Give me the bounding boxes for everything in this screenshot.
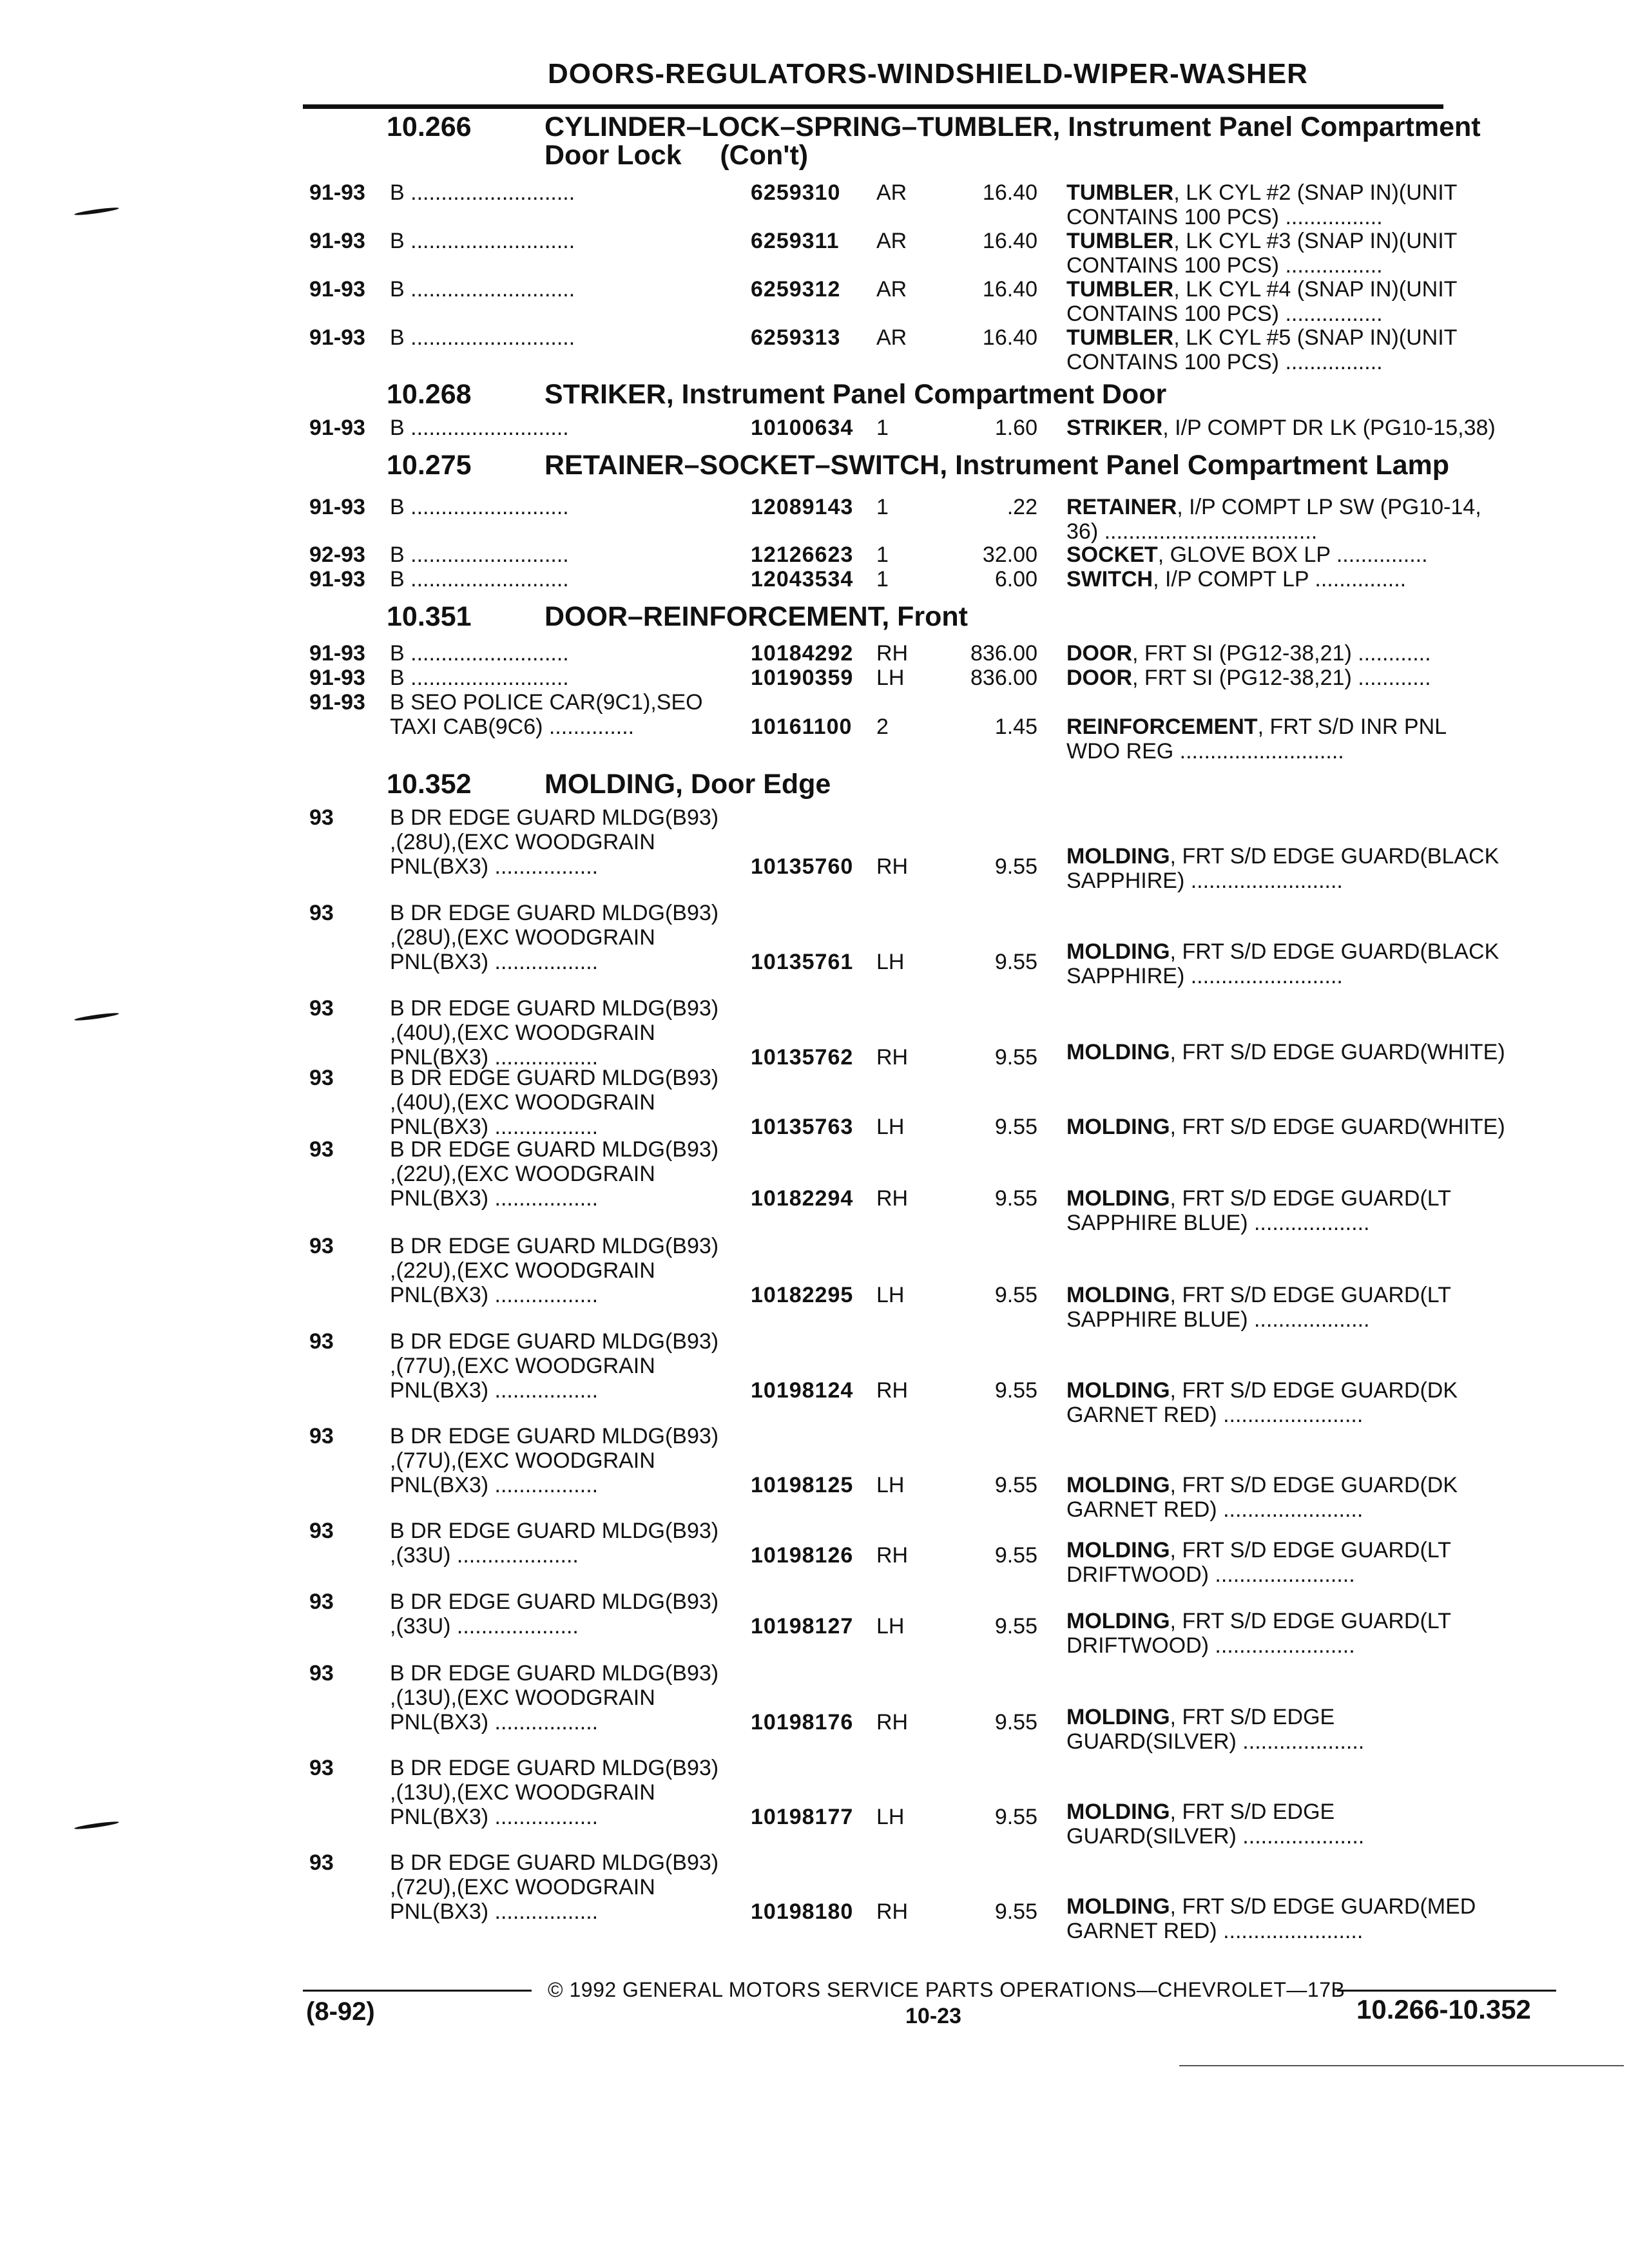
description: TUMBLER, LK CYL #4 (SNAP IN)(UNIT CONTAINS 100 PCS) ................ — [1066, 277, 1458, 326]
quantity: LH — [876, 1614, 905, 1639]
part-number: 12043534 — [751, 567, 854, 591]
footer-rule-right — [1337, 1990, 1556, 1992]
year-range: 91-93 — [309, 416, 365, 440]
year-range: 93 — [309, 1850, 334, 1875]
description: MOLDING, FRT S/D EDGE GUARD(DK GARNET RED) ....................... — [1066, 1473, 1458, 1522]
section-heading — [387, 113, 1481, 169]
price: 9.55 — [994, 854, 1037, 879]
description: RETAINER, I/P COMPT LP SW (PG10-14, 36) ................................... — [1066, 495, 1481, 544]
application: B DR EDGE GUARD MLDG(B93) ,(40U),(EXC WOODGRAIN PNL(BX3) ................. — [390, 996, 719, 1070]
description: MOLDING, FRT S/D EDGE GUARD(SILVER) .................... — [1066, 1800, 1365, 1849]
part-number: 10182295 — [751, 1283, 854, 1307]
quantity: LH — [876, 1115, 905, 1139]
price: 9.55 — [994, 1378, 1037, 1403]
description: MOLDING, FRT S/D EDGE GUARD(LT DRIFTWOOD) ....................... — [1066, 1538, 1451, 1587]
price: 9.55 — [994, 1283, 1037, 1307]
year-range: 93 — [309, 901, 334, 925]
quantity: RH — [876, 1186, 909, 1211]
part-number: 10182294 — [751, 1186, 854, 1211]
footer-date: (8-92) — [306, 1997, 375, 2026]
quantity: 1 — [876, 495, 889, 519]
footer-rule-left — [303, 1990, 532, 1992]
description: DOOR, FRT SI (PG12-38,21) ............ — [1066, 641, 1431, 666]
section-heading — [387, 770, 831, 798]
application: B DR EDGE GUARD MLDG(B93) ,(28U),(EXC WOODGRAIN PNL(BX3) ................. — [390, 901, 719, 974]
section-title: MOLDING, Door Edge — [545, 769, 831, 800]
part-number: 12126623 — [751, 543, 854, 567]
year-range: 93 — [309, 1234, 334, 1258]
description: MOLDING, FRT S/D EDGE GUARD(LT SAPPHIRE BLUE) ................... — [1066, 1186, 1451, 1235]
bottom-rule — [1179, 2065, 1624, 2066]
application: B ........................... — [390, 277, 575, 302]
year-range: 91-93 — [309, 666, 365, 690]
description: SWITCH, I/P COMPT LP ............... — [1066, 567, 1407, 591]
quantity: RH — [876, 1899, 909, 1924]
part-number: 10161100 — [751, 715, 853, 739]
description: TUMBLER, LK CYL #5 (SNAP IN)(UNIT CONTAINS 100 PCS) ................ — [1066, 325, 1458, 374]
year-range: 91-93 — [309, 495, 365, 519]
quantity: AR — [876, 277, 907, 302]
punch-mark — [74, 1820, 119, 1831]
year-range: 91-93 — [309, 641, 365, 666]
description: SOCKET, GLOVE BOX LP ............... — [1066, 543, 1428, 567]
description: MOLDING, FRT S/D EDGE GUARD(SILVER) .................... — [1066, 1705, 1365, 1754]
description: DOOR, FRT SI (PG12-38,21) ............ — [1066, 666, 1431, 690]
year-range: 91-93 — [309, 277, 365, 302]
price: 9.55 — [994, 1899, 1037, 1924]
year-range: 92-93 — [309, 543, 365, 567]
application: B DR EDGE GUARD MLDG(B93) ,(22U),(EXC WOODGRAIN PNL(BX3) ................. — [390, 1234, 719, 1307]
section-title: RETAINER–SOCKET–SWITCH, Instrument Panel Compartment Lamp — [545, 450, 1450, 481]
quantity: 2 — [876, 715, 889, 739]
description: MOLDING, FRT S/D EDGE GUARD(BLACK SAPPHIRE) ......................... — [1066, 939, 1499, 988]
quantity: LH — [876, 1473, 905, 1497]
quantity: LH — [876, 1283, 905, 1307]
year-range: 91-93 — [309, 325, 365, 350]
quantity: 1 — [876, 567, 889, 591]
year-range: 93 — [309, 996, 334, 1021]
part-number: 6259311 — [751, 229, 840, 253]
application: B .......................... — [390, 495, 569, 519]
application: B DR EDGE GUARD MLDG(B93) ,(40U),(EXC WOODGRAIN PNL(BX3) ................. — [390, 1066, 719, 1139]
quantity: RH — [876, 1710, 909, 1735]
part-number: 12089143 — [751, 495, 854, 519]
description: MOLDING, FRT S/D EDGE GUARD(LT SAPPHIRE BLUE) ................... — [1066, 1283, 1451, 1332]
punch-mark — [74, 206, 119, 216]
price: 16.40 — [982, 229, 1037, 253]
part-number: 10198180 — [751, 1899, 854, 1924]
price: 1.60 — [994, 416, 1037, 440]
part-number: 10135760 — [751, 854, 854, 879]
punch-mark — [74, 1012, 119, 1022]
application: B DR EDGE GUARD MLDG(B93) ,(33U) .................... — [390, 1590, 719, 1639]
section-number: 10.266 — [387, 111, 472, 142]
price: 9.55 — [994, 1115, 1037, 1139]
section-title: STRIKER, Instrument Panel Compartment Door — [545, 379, 1167, 410]
description: STRIKER, I/P COMPT DR LK (PG10-15,38) — [1066, 416, 1496, 440]
quantity: 1 — [876, 416, 889, 440]
year-range: 93 — [309, 1066, 334, 1090]
year-range: 93 — [309, 1590, 334, 1614]
application: B .......................... — [390, 641, 569, 666]
price: 9.55 — [994, 950, 1037, 974]
part-number: 10135763 — [751, 1115, 854, 1139]
description: MOLDING, FRT S/D EDGE GUARD(MED GARNET RED) ....................... — [1066, 1894, 1476, 1943]
description: TUMBLER, LK CYL #2 (SNAP IN)(UNIT CONTAINS 100 PCS) ................ — [1066, 180, 1458, 229]
application: B .......................... — [390, 416, 569, 440]
application: B DR EDGE GUARD MLDG(B93) ,(77U),(EXC WOODGRAIN PNL(BX3) ................. — [390, 1329, 719, 1403]
description: TUMBLER, LK CYL #3 (SNAP IN)(UNIT CONTAINS 100 PCS) ................ — [1066, 229, 1458, 278]
quantity: LH — [876, 666, 905, 690]
price: 9.55 — [994, 1614, 1037, 1639]
year-range: 93 — [309, 805, 334, 830]
year-range: 93 — [309, 1424, 334, 1448]
section-heading — [387, 451, 1449, 479]
description: MOLDING, FRT S/D EDGE GUARD(DK GARNET RED) ....................... — [1066, 1378, 1458, 1427]
description: MOLDING, FRT S/D EDGE GUARD(LT DRIFTWOOD) ....................... — [1066, 1609, 1451, 1658]
application: B DR EDGE GUARD MLDG(B93) ,(77U),(EXC WOODGRAIN PNL(BX3) ................. — [390, 1424, 719, 1497]
quantity: AR — [876, 180, 907, 205]
application: B DR EDGE GUARD MLDG(B93) ,(33U) .................... — [390, 1519, 719, 1568]
price: 32.00 — [982, 543, 1037, 567]
part-number: 10198125 — [751, 1473, 854, 1497]
price: 9.55 — [994, 1045, 1037, 1070]
section-number: 10.352 — [387, 769, 472, 800]
page-header: DOORS-REGULATORS-WINDSHIELD-WIPER-WASHER — [548, 58, 1308, 90]
quantity: AR — [876, 325, 907, 350]
section-number: 10.268 — [387, 379, 472, 410]
part-number: 6259313 — [751, 325, 841, 350]
footer-page-number: 10-23 — [905, 2004, 961, 2028]
price: 9.55 — [994, 1543, 1037, 1568]
price: 1.45 — [994, 715, 1037, 739]
quantity: 1 — [876, 543, 889, 567]
year-range: 91-93 — [309, 567, 365, 591]
section-number: 10.351 — [387, 601, 472, 632]
part-number: 10198177 — [751, 1805, 854, 1829]
price: 6.00 — [994, 567, 1037, 591]
application: B .......................... — [390, 567, 569, 591]
quantity: AR — [876, 229, 907, 253]
footer-section-range: 10.266-10.352 — [1356, 1994, 1531, 2024]
price: 9.55 — [994, 1710, 1037, 1735]
price: .22 — [1007, 495, 1037, 519]
quantity: RH — [876, 641, 909, 666]
price: 16.40 — [982, 325, 1037, 350]
application: B DR EDGE GUARD MLDG(B93) ,(28U),(EXC WOODGRAIN PNL(BX3) ................. — [390, 805, 719, 879]
part-number: 10190359 — [751, 666, 854, 690]
section-heading — [387, 602, 968, 631]
section-title: DOOR–REINFORCEMENT, Front — [545, 601, 968, 632]
part-number: 10198127 — [751, 1614, 854, 1639]
price: 9.55 — [994, 1473, 1037, 1497]
application: B SEO POLICE CAR(9C1),SEO TAXI CAB(9C6) .............. — [390, 690, 703, 739]
application: B ........................... — [390, 180, 575, 205]
year-range: 91-93 — [309, 690, 365, 715]
price: 9.55 — [994, 1186, 1037, 1211]
year-range: 93 — [309, 1519, 334, 1543]
quantity: RH — [876, 1378, 909, 1403]
application: B .......................... — [390, 543, 569, 567]
year-range: 93 — [309, 1661, 334, 1686]
application: B ........................... — [390, 325, 575, 350]
part-number: 6259312 — [751, 277, 841, 302]
quantity: LH — [876, 1805, 905, 1829]
quantity: LH — [876, 950, 905, 974]
application: B DR EDGE GUARD MLDG(B93) ,(72U),(EXC WOODGRAIN PNL(BX3) ................. — [390, 1850, 719, 1924]
description: REINFORCEMENT, FRT S/D INR PNL WDO REG ........................... — [1066, 715, 1447, 764]
section-number: 10.275 — [387, 450, 472, 481]
price: 16.40 — [982, 277, 1037, 302]
year-range: 93 — [309, 1137, 334, 1162]
section-subtitle: Door Lock (Con't) — [545, 140, 809, 171]
part-number: 10198124 — [751, 1378, 854, 1403]
price: 16.40 — [982, 180, 1037, 205]
year-range: 93 — [309, 1756, 334, 1780]
footer-copyright: © 1992 GENERAL MOTORS SERVICE PARTS OPERATIONS—CHEVROLET—17B — [548, 1978, 1345, 2001]
part-number: 6259310 — [751, 180, 841, 205]
price: 836.00 — [970, 641, 1037, 666]
description: MOLDING, FRT S/D EDGE GUARD(WHITE) — [1066, 1115, 1505, 1139]
application: B ........................... — [390, 229, 575, 253]
part-number: 10135761 — [751, 950, 854, 974]
application: B DR EDGE GUARD MLDG(B93) ,(13U),(EXC WOODGRAIN PNL(BX3) ................. — [390, 1661, 719, 1735]
year-range: 93 — [309, 1329, 334, 1354]
quantity: RH — [876, 1543, 909, 1568]
part-number: 10100634 — [751, 416, 854, 440]
application: B DR EDGE GUARD MLDG(B93) ,(13U),(EXC WOODGRAIN PNL(BX3) ................. — [390, 1756, 719, 1829]
part-number: 10184292 — [751, 641, 854, 666]
quantity: RH — [876, 854, 909, 879]
year-range: 91-93 — [309, 229, 365, 253]
price: 836.00 — [970, 666, 1037, 690]
description: MOLDING, FRT S/D EDGE GUARD(WHITE) — [1066, 1040, 1505, 1064]
section-heading — [387, 380, 1166, 408]
description: MOLDING, FRT S/D EDGE GUARD(BLACK SAPPHIRE) ......................... — [1066, 844, 1499, 893]
header-rule — [303, 104, 1443, 109]
quantity: RH — [876, 1045, 909, 1070]
part-number: 10198176 — [751, 1710, 854, 1735]
part-number: 10198126 — [751, 1543, 854, 1568]
price: 9.55 — [994, 1805, 1037, 1829]
part-number: 10135762 — [751, 1045, 854, 1070]
application: B .......................... — [390, 666, 569, 690]
section-title: CYLINDER–LOCK–SPRING–TUMBLER, Instrument Panel Compartment — [545, 111, 1481, 142]
application: B DR EDGE GUARD MLDG(B93) ,(22U),(EXC WOODGRAIN PNL(BX3) ................. — [390, 1137, 719, 1211]
year-range: 91-93 — [309, 180, 365, 205]
